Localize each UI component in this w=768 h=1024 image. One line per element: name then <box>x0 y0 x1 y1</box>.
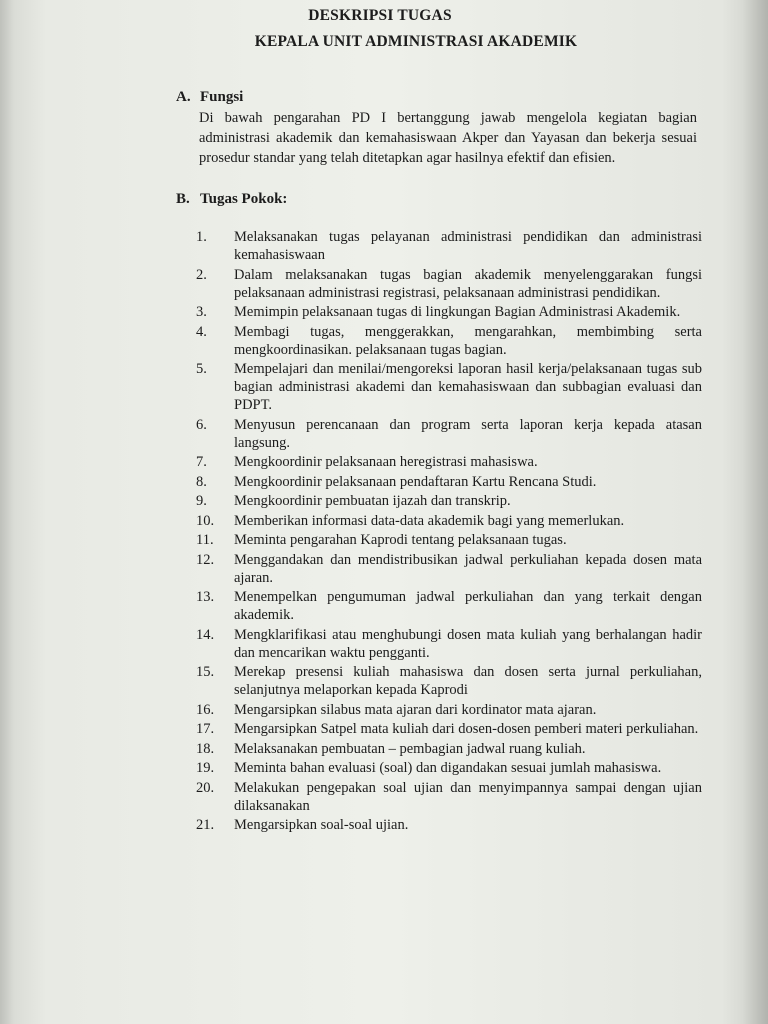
task-text: Menempelkan pengumuman jadwal perkuliahan dan yang terkait dengan akademik. <box>234 589 702 623</box>
task-number: 6. <box>196 416 207 433</box>
task-text: Membagi tugas, menggerakkan, mengarahkan, membimbing serta mengkoordinasikan. pelaksanaan tugas bagian. <box>234 323 702 358</box>
task-item <box>196 663 702 699</box>
section-a-text: Di bawah pengarahan PD I bertanggung jawab mengelola kegiatan bagian administrasi akademik dan kemahasiswaan Akper dan Yayasan dan bekerja sesuai prosedur standar yang telah ditetapkan agar hasilnya efektif dan efisien. <box>199 110 697 166</box>
task-item <box>196 266 702 302</box>
task-text: Melaksanakan pembuatan – pembagian jadwal ruang kuliah. <box>234 740 586 757</box>
task-number: 20. <box>196 779 215 796</box>
task-text: Mengarsipkan soal-soal ujian. <box>234 817 409 833</box>
task-number: 9. <box>196 493 207 509</box>
task-item <box>196 228 702 264</box>
task-item <box>196 779 702 815</box>
task-item <box>196 626 702 662</box>
task-text: Mengklarifikasi atau menghubungi dosen mata kuliah yang berhalangan hadir dan mencarikan waktu pengganti. <box>234 626 702 661</box>
task-number: 10. <box>196 512 215 529</box>
task-item <box>196 588 702 624</box>
task-number: 2. <box>196 266 207 283</box>
task-number: 7. <box>196 454 207 470</box>
section-a-letter: A. <box>176 89 191 105</box>
task-item <box>196 453 702 471</box>
task-number: 21. <box>196 817 215 833</box>
task-text: Dalam melaksanakan tugas bagian akademik menyelenggarakan fungsi pelaksanaan administrasi registrasi, pelaksanaan administrasi pendidikan. <box>234 266 702 301</box>
section-b-heading <box>176 191 287 208</box>
section-a-title: Fungsi <box>200 89 244 105</box>
task-item <box>196 323 702 359</box>
task-number: 15. <box>196 664 215 680</box>
section-a-heading <box>176 89 243 106</box>
task-item <box>196 303 702 321</box>
task-item <box>196 701 702 719</box>
task-item <box>196 473 702 491</box>
task-number: 4. <box>196 323 207 340</box>
section-b-letter: B. <box>176 191 190 207</box>
task-number: 19. <box>196 760 215 776</box>
task-text: Meminta pengarahan Kaprodi tentang pelaksanaan tugas. <box>234 532 567 548</box>
page-edge-shadow-right <box>742 0 768 1024</box>
task-number: 1. <box>196 229 207 245</box>
page-edge-shadow-left <box>0 0 14 1024</box>
task-item <box>196 360 702 414</box>
task-item <box>196 416 702 452</box>
task-item <box>196 512 702 530</box>
task-number: 12. <box>196 551 215 568</box>
task-item <box>196 816 702 834</box>
document-title: DESKRIPSI TUGAS <box>308 7 452 24</box>
task-item <box>196 492 702 510</box>
task-number: 18. <box>196 740 215 757</box>
task-number: 5. <box>196 361 207 377</box>
task-text: Melakukan pengepakan soal ujian dan menyimpannya sampai dengan ujian dilaksanakan <box>234 779 702 814</box>
task-text: Mengarsipkan silabus mata ajaran dari kordinator mata ajaran. <box>234 701 597 718</box>
task-item <box>196 740 702 758</box>
task-text: Memberikan informasi data-data akademik bagi yang memerlukan. <box>234 512 625 529</box>
task-item <box>196 759 702 777</box>
task-text: Mengkoordinir pembuatan ijazah dan transkrip. <box>234 493 511 509</box>
task-number: 13. <box>196 589 215 605</box>
task-list <box>196 228 702 836</box>
task-item <box>196 531 702 549</box>
task-text: Meminta bahan evaluasi (soal) dan digandakan sesuai jumlah mahasiswa. <box>234 760 662 776</box>
task-text: Menyusun perencanaan dan program serta laporan kerja kepada atasan langsung. <box>234 416 702 451</box>
document-subtitle: KEPALA UNIT ADMINISTRASI AKADEMIK <box>254 33 578 50</box>
task-text: Menggandakan dan mendistribusikan jadwal perkuliahan kepada dosen mata ajaran. <box>234 551 702 586</box>
task-text: Merekap presensi kuliah mahasiswa dan dosen serta jurnal perkuliahan, selanjutnya melaporkan kepada Kaprodi <box>234 664 702 698</box>
task-text: Melaksanakan tugas pelayanan administrasi pendidikan dan administrasi kemahasiswaan <box>234 229 702 263</box>
task-text: Memimpin pelaksanaan tugas di lingkungan Bagian Administrasi Akademik. <box>234 304 681 320</box>
section-b-title: Tugas Pokok: <box>200 191 288 207</box>
task-text: Mempelajari dan menilai/mengoreksi laporan hasil kerja/pelaksanaan tugas sub bagian administrasi akademi dan kemahasiswaan dan subbagian evaluasi dan PDPT. <box>234 361 702 413</box>
task-text: Mengkoordinir pelaksanaan pendaftaran Kartu Rencana Studi. <box>234 473 597 490</box>
task-item <box>196 551 702 587</box>
task-number: 14. <box>196 626 215 643</box>
task-number: 17. <box>196 721 215 737</box>
task-number: 11. <box>196 532 214 548</box>
task-number: 3. <box>196 304 207 320</box>
task-number: 16. <box>196 701 215 718</box>
task-text: Mengkoordinir pelaksanaan heregistrasi mahasiswa. <box>234 454 538 470</box>
task-item <box>196 720 702 738</box>
task-text: Mengarsipkan Satpel mata kuliah dari dosen-dosen pemberi materi perkuliahan. <box>234 721 699 737</box>
task-number: 8. <box>196 473 207 490</box>
